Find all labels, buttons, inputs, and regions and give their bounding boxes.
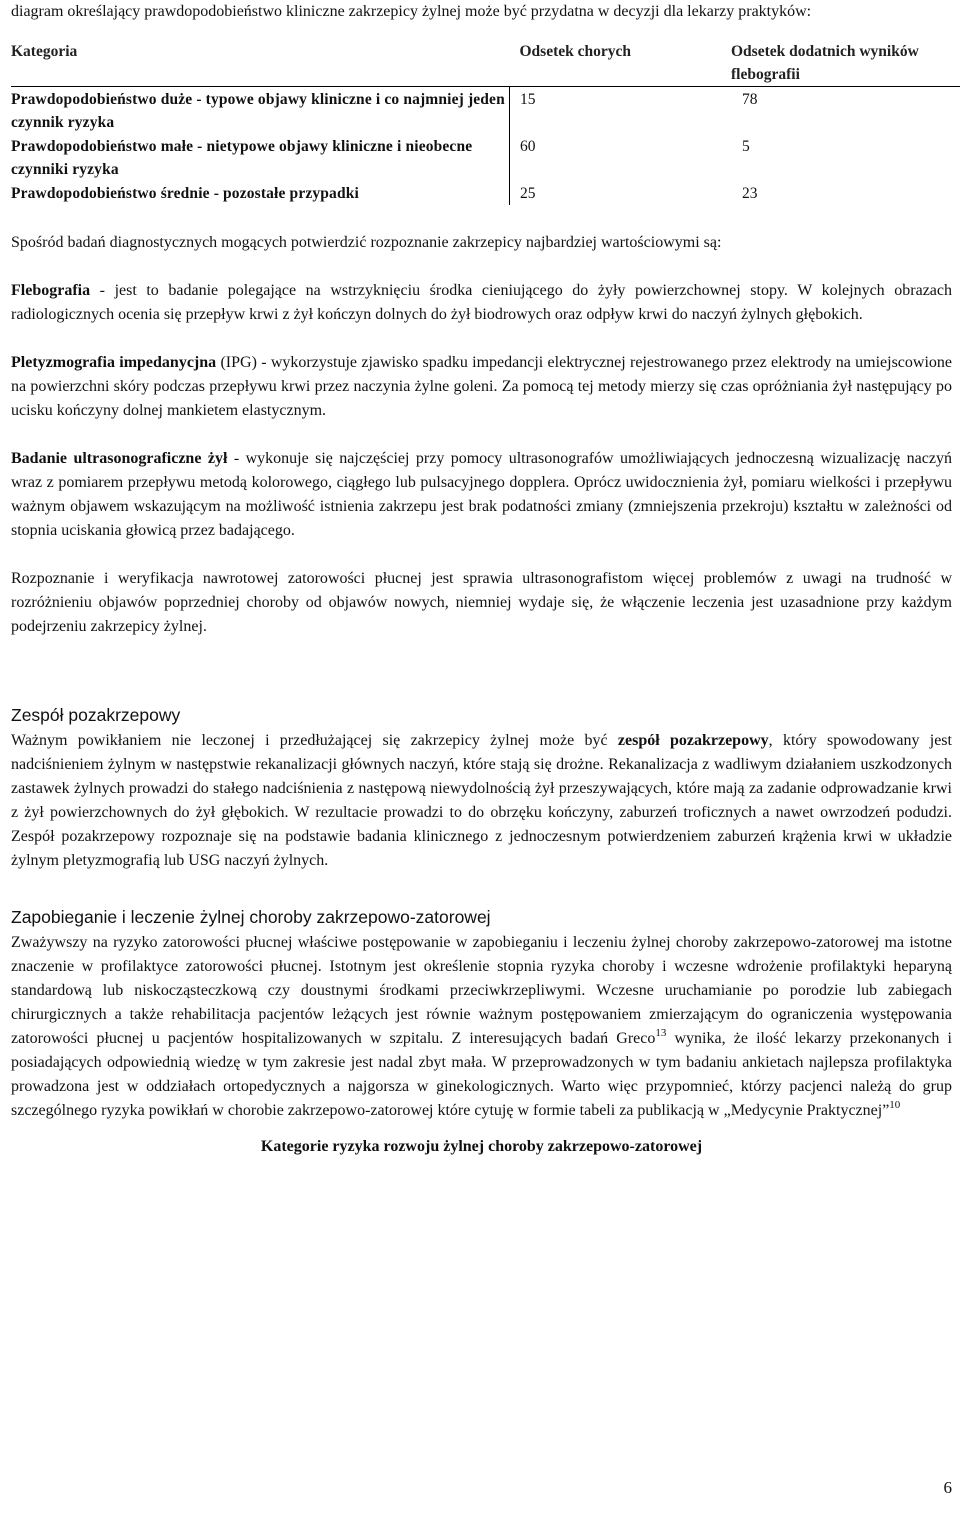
text-zapob-before: Zważywszy na ryzyko zatorowości płucnej właściwe postępowanie w zapobieganiu i leczeniu żylnej choroby zakrzepowo-zatorowej ma istotne znaczenie w profilaktyce zatorowości płucnej. Istotnym jest określenie stopnia ryzyka choroby i wczesne wdrożenie profilaktyki heparyną standardową lub niskocząsteczkową czy doustnymi środkami przeciwkrzepliwymi. Wczesne uruchamianie po porodzie lub zabiegach chirurgicznych a także rehabilitacja pacjentów leżących jest równie ważnym postępowaniem zmierzającym do ograniczenia występowania zatorowości płucnej u pacjentów hospitalizowanych w szpitalu. Z interesujących badań Greco — [11, 934, 952, 1047]
cell-positive: 78 — [742, 91, 758, 108]
table-row — [11, 181, 960, 205]
table-header-row — [11, 34, 960, 87]
table-row — [11, 134, 960, 181]
header-patients: Odsetek chorych — [519, 43, 632, 60]
footnote-ref-greco: 13 — [655, 1027, 667, 1039]
paragraph-usg — [11, 447, 952, 543]
cell-patients: 25 — [510, 181, 729, 205]
term-flebografia: Flebografia — [11, 282, 91, 299]
document-page — [11, 0, 952, 1159]
paragraph-zapobieganie — [11, 931, 952, 1123]
cell-positive: 5 — [742, 138, 750, 155]
page-number: 6 — [943, 1478, 952, 1497]
term-usg: Badanie ultrasonograficzne żył — [11, 450, 228, 467]
text-flebografia: - jest to badanie polegające na wstrzyknięciu środka cieniującego do żyły powierzchownej stopy. W kolejnych obrazach radiologicznych ocenia się przepływ krwi z żył kończyn dolnych do żył biodrowych oraz odpływ krwi do naczyń żylnych głębokich. — [11, 282, 952, 323]
paragraph-flebografia — [11, 279, 952, 327]
cell-patients: 60 — [510, 134, 729, 181]
paragraph-pletyzmografia — [11, 351, 952, 423]
cell-category: Prawdopodobieństwo duże - typowe objawy kliniczne i co najmniej jeden czynnik ryzyka — [11, 91, 505, 131]
term-pletyzmografia: Pletyzmografia impedanycjna — [11, 354, 217, 371]
diagnostics-lead: Spośród badań diagnostycznych mogących potwierdzić rozpoznanie zakrzepicy najbardziej wartościowymi są: — [11, 234, 722, 251]
text-zespol-after: , który spowodowany jest nadciśnieniem żylnym w następstwie rekanalizacji głównych naczyń, które stają się drożne. Rekanalizacja z wadliwym działaniem uszkodzonych zastawek żylnych prowadzi do stałego nadciśnienia z następową niewydolnością żył przeszywających, które mają za zadanie odprowadzanie krwi z żył powierzchownych do żył głębokich. W rezultacie prowadzi to do obrzęku kończyny, zaburzeń troficznych a nawet owrzodzeń podudzi. Zespół pozakrzepowy rozpoznaje się na podstawie badania klinicznego z jednoczesnym potwierdzeniem zaburzeń krążenia krwi w układzie żylnym pletyzmografią lub USG naczyń żylnych. — [11, 732, 952, 869]
text-zespol-before: Ważnym powikłaniem nie leczonej i przedłużającej się zakrzepicy żylnej może być — [11, 732, 618, 749]
text-zapob-middle: wynika, że ilość lekarzy przekonanych i posiadających odpowiednią wiedzę w tym zakresie jest nadal zbyt mała. W przeprowadzonych w tym badaniu ankietach najlepsza profilaktyka prowadzona jest w oddziałach ortopedycznych a najgorsza w ginekologicznych. Warto więc przypomnieć, którzy pacjenci należą do grup szczególnego ryzyka powikłań w chorobie zakrzepowo-zatorowej które cytuję w formie tabeli za publikacją w „Medycynie Praktycznej” — [11, 1030, 952, 1119]
paragraph-rozpoznanie: Rozpoznanie i weryfikacja nawrotowej zatorowości płucnej jest sprawia ultrasonografistom więcej problemów z uwagi na trudność w rozróżnieniu objawów poprzedniej choroby od objawów nowych, niemniej wydaje się, że włączenie leczenia jest uzasadnione przy każdym podejrzeniu zakrzepicy żylnej. — [11, 570, 952, 635]
table-caption: Kategorie ryzyka rozwoju żylnej choroby zakrzepowo-zatorowej — [260, 1138, 703, 1155]
intro-text: diagram określający prawdopodobieństwo kliniczne zakrzepicy żylnej może być przydatna w decyzji dla lekarzy praktyków: — [11, 3, 812, 20]
heading-zapobieganie: Zapobieganie i leczenie żylnej choroby zakrzepowo-zatorowej — [11, 907, 491, 927]
cell-category: Prawdopodobieństwo małe - nietypowe objawy kliniczne i nieobecne czynniki ryzyka — [11, 138, 473, 178]
cell-category: Prawdopodobieństwo średnie - pozostałe przypadki — [11, 185, 359, 202]
footnote-ref-mp: 10 — [889, 1099, 901, 1111]
heading-zespol: Zespół pozakrzepowy — [11, 705, 181, 725]
text-usg: - wykonuje się najczęściej przy pomocy ultrasonografów umożliwiających jednoczesną wizualizację naczyń wraz z pomiarem przepływu metodą kolorowego, ciągłego lub pulsacyjnego dopplera. Oprócz uwidocznienia żył, pomiaru wielkości i przepływu ważnym objawem wskazującym na możliwość istnienia zakrzepu jest brak podatności zmiany (zmniejszenia przekroju) kształtu w zależności od stopnia uciskania głowicą przez badającego. — [11, 450, 952, 539]
risk-category-table — [11, 34, 960, 205]
cell-patients: 15 — [510, 87, 729, 135]
term-zespol: zespół pozakrzepowy — [617, 732, 769, 749]
table-row — [11, 87, 960, 135]
cell-positive: 23 — [742, 185, 758, 202]
paragraph-zespol — [11, 729, 952, 873]
text-pletyzmografia: (IPG) - wykorzystuje zjawisko spadku impedancji elektrycznej rejestrowanego przez elektrody na umiejscowione na powierzchni skóry podczas przepływu krwi przez naczynia żylne goleni. Za pomocą tej metody mierzy się czas opróżniania żył następujący po ucisku kończyny dolnej mankietem elastycznym. — [11, 354, 952, 419]
header-category: Kategoria — [11, 43, 78, 60]
header-positive: Odsetek dodatnich wyników flebografii — [731, 43, 919, 83]
